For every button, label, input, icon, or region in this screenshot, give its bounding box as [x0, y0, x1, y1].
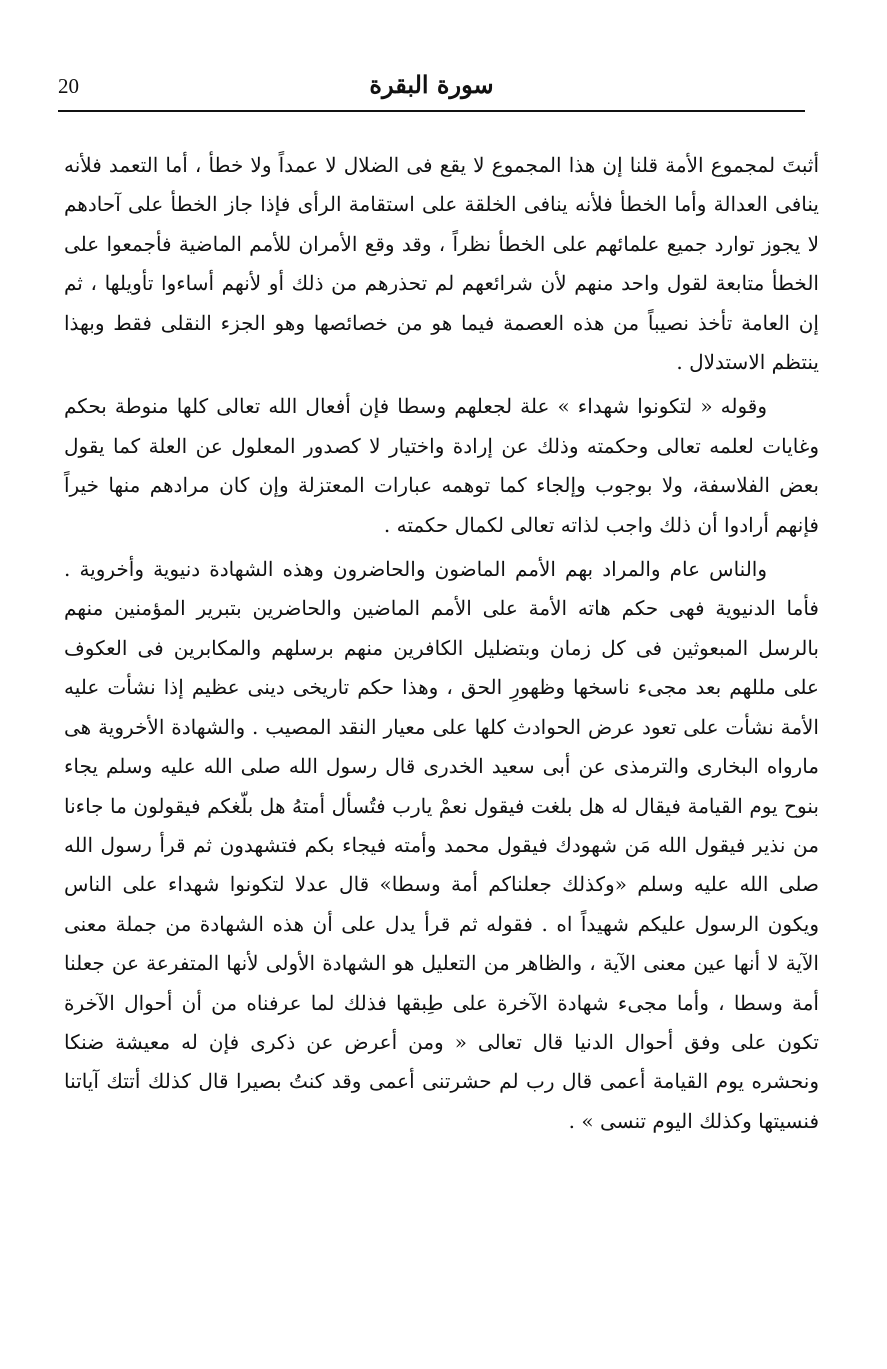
page-header: [58, 68, 805, 112]
surah-title: سورة البقرة: [369, 70, 494, 99]
paragraph-1: أثبتَ لمجموع الأمة قلنا إن هذا المجموع لا يقع فى الضلال لا عمداً ولا خطأ ، أما التعمد فلأنه ينافى العدالة وأما الخطأ فلأنه ينافى الخلقة على استقامة الرأى فإذا جاز الخطأ على آحادهم لا يجوز توارد جميع علمائهم على الخطأ نظراً ، وقد وقع الأمران للأمم الماضية فأجمعوا على الخطأ متابعة لقول واحد منهم لأن شرائعهم لم تحذرهم من ذلك أو لأنهم أساءوا تأويلها ، ثم إن العامة تأخذ نصيباً من هذه العصمة فيما هو من خصائصها وهو الجزء النقلى فقط وبهذا ينتظم الاستدلال .: [64, 153, 819, 375]
paragraph-2: وقوله « لتكونوا شهداء » علة لجعلهم وسطا فإن أفعال الله تعالى كلها منوطة بحكم وغايات لعلمه تعالى وحكمته وذلك عن إرادة واختيار لا كصدور المعلول عن العلة كما يقول بعض الفلاسفة، ولا بوجوب وإلجاء كما توهمه عبارات المعتزلة وإن كان مرادهم منها خيراً فإنهم أرادوا أن ذلك واجب لذاته تعالى لكمال حكمته .: [64, 394, 819, 537]
paragraph-3: والناس عام والمراد بهم الأمم الماضون والحاضرون وهذه الشهادة دنيوية وأخروية . فأما الدنيوية فهى حكم هاته الأمة على الأمم الماضين والحاضرين بتبرير المؤمنين منهم بالرسل المبعوثين فى كل زمان وبتضليل الكافرين منهم برسلهم والمكابرين فى العكوف على مللهم بعد مجىء ناسخها وظهورِ الحق ، وهذا حكم تاريخى دينى عظيم إذا نشأت عليه الأمة نشأت على تعود عرض الحوادث كلها على معيار النقد المصيب . والشهادة الأخروية هى مارواه البخارى والترمذى عن أبى سعيد الخدرى قال رسول الله صلى الله عليه وسلم يجاء بنوح يوم القيامة فيقال له هل بلغت فيقول نعمْ يارب فتُسأل أمتهُ هل بلّغكم فيقولون ما جاءنا من نذير فيقول الله مَن شهودك فيقول محمد وأمته فيجاء بكم فتشهدون ثم قرأ رسول الله صلى الله عليه وسلم «وكذلك جعلناكم أمة وسطا» قال عدلا لتكونوا شهداء على الناس ويكون الرسول عليكم شهيداً اه . فقوله ثم قرأ يدل على أن هذه الشهادة من جملة معنى الآية لا أنها عين معنى الآية ، والظاهر من التعليل هو الشهادة الأولى لأنها المتفرعة عن جعلنا أمة وسطا ، وأما مجىء شهادة الآخرة على طِبقها فذلك لما عرفناه من أن أحوال الآخرة تكون على وفق أحوال الدنيا قال تعالى « ومن أعرض عن ذكرى فإن له معيشة ضنكا ونحشره يوم القيامة أعمى قال رب لم حشرتنى أعمى وقد كنتُ بصيرا قال كذلك أتتك آياتنا فنسيتها وكذلك اليوم تنسى » .: [64, 557, 819, 1133]
body-text: [64, 146, 819, 1146]
page-number: 20: [58, 74, 79, 98]
